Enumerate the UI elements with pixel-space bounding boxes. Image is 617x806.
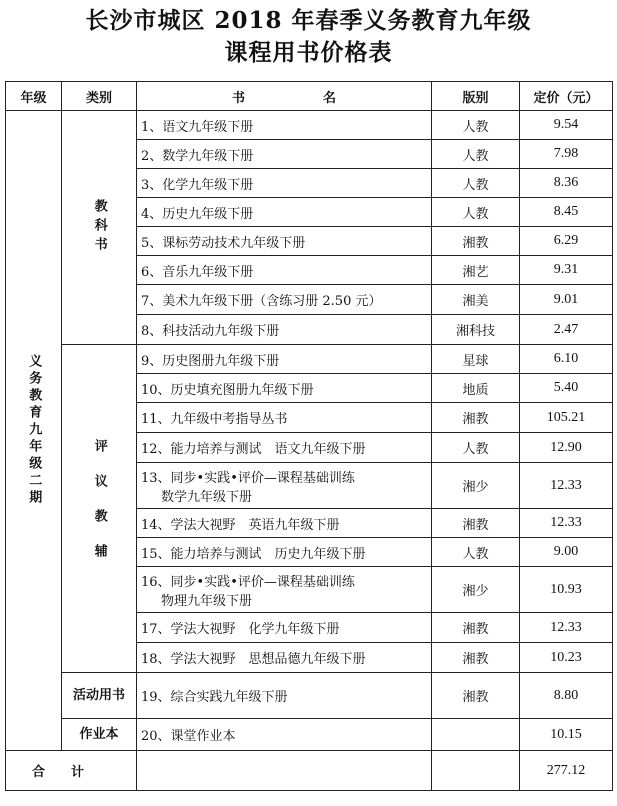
book-name: 6、音乐九年级下册 xyxy=(141,264,254,280)
publisher-cell: 湘教 xyxy=(432,227,520,256)
price-cell: 12.33 xyxy=(520,463,613,509)
book-name-cell xyxy=(137,374,432,403)
book-name: 3、化学九年级下册 xyxy=(141,177,254,193)
price-cell: 9.54 xyxy=(520,111,613,140)
book-name: 11、九年级中考指导丛书 xyxy=(141,412,288,427)
publisher-cell: 湘教 xyxy=(432,613,520,643)
publisher-cell: 湘艺 xyxy=(432,256,520,285)
book-name-cell xyxy=(137,463,432,509)
book-name-line2: 数学九年级下册 xyxy=(161,489,253,505)
price-cell: 8.45 xyxy=(520,198,613,227)
book-name-cell xyxy=(137,256,432,285)
price-cell: 6.29 xyxy=(520,227,613,256)
book-name-cell xyxy=(137,198,432,227)
publisher-cell xyxy=(432,719,520,751)
total-label: 合计 xyxy=(6,751,137,791)
publisher-cell: 湘教 xyxy=(432,509,520,538)
category-review: 评议教辅 xyxy=(62,345,137,673)
book-name: 20、课堂作业本 xyxy=(141,729,236,744)
price-cell: 10.23 xyxy=(520,643,613,673)
price-cell: 12.90 xyxy=(520,433,613,463)
table-header-row xyxy=(6,82,613,111)
table-row xyxy=(6,673,613,719)
total-value: 277.12 xyxy=(520,751,613,791)
publisher-cell: 人教 xyxy=(432,538,520,567)
publisher-cell: 湘科技 xyxy=(432,315,520,345)
table-row xyxy=(6,111,613,140)
book-name-line2: 物理九年级下册 xyxy=(161,593,253,609)
book-name-cell xyxy=(137,315,432,345)
book-name-cell xyxy=(137,509,432,538)
publisher-cell: 人教 xyxy=(432,433,520,463)
total-row xyxy=(6,751,613,791)
book-name-cell xyxy=(137,140,432,169)
price-cell: 9.00 xyxy=(520,538,613,567)
book-name-cell xyxy=(137,538,432,567)
book-name: 1、语文九年级下册 xyxy=(141,119,254,135)
table-row xyxy=(6,719,613,751)
book-name-cell xyxy=(137,433,432,463)
publisher-cell: 湘美 xyxy=(432,285,520,315)
book-name: 8、科技活动九年级下册 xyxy=(141,324,280,339)
price-cell: 9.01 xyxy=(520,285,613,315)
book-name: 18、学法大视野 思想品德九年级下册 xyxy=(141,652,366,667)
price-cell: 8.80 xyxy=(520,673,613,719)
book-name-cell xyxy=(137,719,432,751)
price-cell: 2.47 xyxy=(520,315,613,345)
publisher-cell: 人教 xyxy=(432,111,520,140)
table-row xyxy=(6,345,613,374)
publisher-cell: 湘少 xyxy=(432,567,520,613)
book-name: 16、同步•实践•评价—课程基础训练 xyxy=(141,574,355,590)
price-cell: 105.21 xyxy=(520,403,613,433)
header-price: 定价（元） xyxy=(520,82,613,111)
book-name-cell xyxy=(137,345,432,374)
book-name: 9、历史图册九年级下册 xyxy=(141,353,280,369)
page-title-line2: 课程用书价格表 xyxy=(224,39,393,66)
price-table xyxy=(5,81,613,791)
price-cell: 5.40 xyxy=(520,374,613,403)
category-activity: 活动用书 xyxy=(62,673,137,719)
category-homework: 作业本 xyxy=(62,719,137,751)
book-name-cell xyxy=(137,227,432,256)
category-textbook: 教科书 xyxy=(62,111,137,345)
price-cell: 9.31 xyxy=(520,256,613,285)
grade-cell: 义务教育九年级二期 xyxy=(6,111,62,751)
book-name-cell xyxy=(137,567,432,613)
book-name: 12、能力培养与测试 语文九年级下册 xyxy=(141,442,366,457)
book-name: 2、数学九年级下册 xyxy=(141,148,254,164)
book-name-cell xyxy=(137,403,432,433)
publisher-cell: 地质 xyxy=(432,374,520,403)
book-name: 5、课标劳动技术九年级下册 xyxy=(141,235,306,251)
header-book-name: 书 名 xyxy=(137,82,432,111)
page-title-line1: 长沙市城区 2018 年春季义务教育九年级 xyxy=(85,7,532,34)
publisher-cell: 湘教 xyxy=(432,403,520,433)
book-name-cell xyxy=(137,673,432,719)
total-empty-cell xyxy=(137,751,432,791)
book-name: 15、能力培养与测试 历史九年级下册 xyxy=(141,546,366,562)
publisher-cell: 湘少 xyxy=(432,463,520,509)
book-name: 17、学法大视野 化学九年级下册 xyxy=(141,622,340,637)
book-name: 13、同步•实践•评价—课程基础训练 xyxy=(141,470,355,486)
book-name: 10、历史填充图册九年级下册 xyxy=(141,382,314,398)
price-cell: 12.33 xyxy=(520,509,613,538)
publisher-cell: 星球 xyxy=(432,345,520,374)
publisher-cell: 人教 xyxy=(432,140,520,169)
book-name-cell xyxy=(137,613,432,643)
price-cell: 10.15 xyxy=(520,719,613,751)
publisher-cell: 人教 xyxy=(432,198,520,227)
book-name: 4、历史九年级下册 xyxy=(141,206,254,222)
price-cell: 6.10 xyxy=(520,345,613,374)
publisher-cell: 人教 xyxy=(432,169,520,198)
price-cell: 12.33 xyxy=(520,613,613,643)
header-publisher: 版别 xyxy=(432,82,520,111)
header-grade: 年级 xyxy=(6,82,62,111)
book-name: 19、综合实践九年级下册 xyxy=(141,690,288,705)
book-name: 7、美术九年级下册（含练习册 2.50 元） xyxy=(141,294,382,309)
book-name: 14、学法大视野 英语九年级下册 xyxy=(141,517,340,533)
book-name-cell xyxy=(137,643,432,673)
price-cell: 10.93 xyxy=(520,567,613,613)
publisher-cell: 湘教 xyxy=(432,643,520,673)
book-name-cell xyxy=(137,111,432,140)
price-cell: 7.98 xyxy=(520,140,613,169)
total-empty-cell xyxy=(432,751,520,791)
header-category: 类别 xyxy=(62,82,137,111)
book-name-cell xyxy=(137,285,432,315)
publisher-cell: 湘教 xyxy=(432,673,520,719)
book-name-cell xyxy=(137,169,432,198)
price-cell: 8.36 xyxy=(520,169,613,198)
